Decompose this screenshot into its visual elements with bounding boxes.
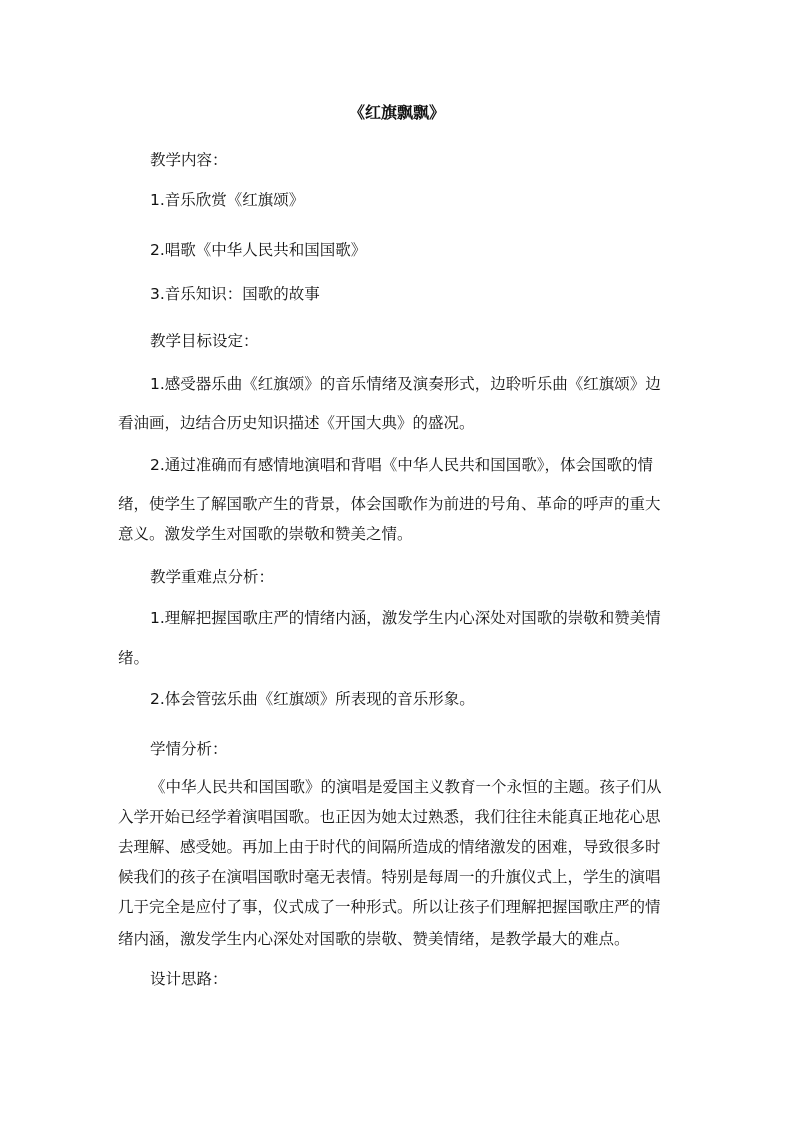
goal-paragraph-line: 看油画，边结合历史知识描述《开国大典》的盛况。	[118, 414, 475, 432]
content-item: 2.唱歌《中华人民共和国国歌》	[150, 241, 367, 259]
keypoint-paragraph-line: 绪。	[118, 649, 150, 667]
section-heading-goals: 教学目标设定：	[150, 332, 259, 350]
section-heading-content: 教学内容：	[150, 151, 228, 169]
keypoint-paragraph-line: 1.理解把握国歌庄严的情绪内涵，激发学生内心深处对国歌的崇敬和赞美情	[150, 609, 661, 627]
section-heading-design: 设计思路：	[150, 970, 228, 988]
goal-paragraph-line: 绪，使学生了解国歌产生的背景，体会国歌作为前进的号角、革命的呼声的重大	[118, 495, 661, 513]
content-item: 1.音乐欣赏《红旗颂》	[150, 191, 305, 209]
analysis-paragraph-line: 入学开始已经学着演唱国歌。也正因为她太过熟悉，我们往往未能真正地花心思	[118, 808, 661, 826]
goal-paragraph-line: 1.感受器乐曲《红旗颂》的音乐情绪及演奏形式，边聆听乐曲《红旗颂》边	[150, 375, 661, 393]
goal-paragraph-line: 意义。激发学生对国歌的崇敬和赞美之情。	[118, 525, 413, 543]
goal-paragraph-line: 2.通过准确而有感情地演唱和背唱《中华人民共和国国歌》，体会国歌的情	[150, 456, 654, 474]
analysis-paragraph-line: 几于完全是应付了事，仪式成了一种形式。所以让孩子们理解把握国歌庄严的情	[118, 898, 661, 916]
analysis-paragraph-line: 绪内涵，激发学生内心深处对国歌的崇敬、赞美情绪，是教学最大的难点。	[118, 930, 630, 948]
analysis-paragraph-line: 去理解、感受她。再加上由于时代的间隔所造成的情绪激发的困难，导致很多时	[118, 838, 661, 856]
analysis-paragraph-line: 《中华人民共和国国歌》的演唱是爱国主义教育一个永恒的主题。孩子们从	[150, 778, 662, 796]
analysis-paragraph-line: 候我们的孩子在演唱国歌时毫无表情。特别是每周一的升旗仪式上，学生的演唱	[118, 868, 661, 886]
keypoint-paragraph-line: 2.体会管弦乐曲《红旗颂》所表现的音乐形象。	[150, 690, 475, 708]
document-title: 《红旗飘飘》	[348, 103, 445, 122]
content-item: 3.音乐知识：国歌的故事	[150, 285, 320, 303]
section-heading-keypoints: 教学重难点分析：	[150, 568, 275, 586]
section-heading-analysis: 学情分析：	[150, 740, 228, 758]
